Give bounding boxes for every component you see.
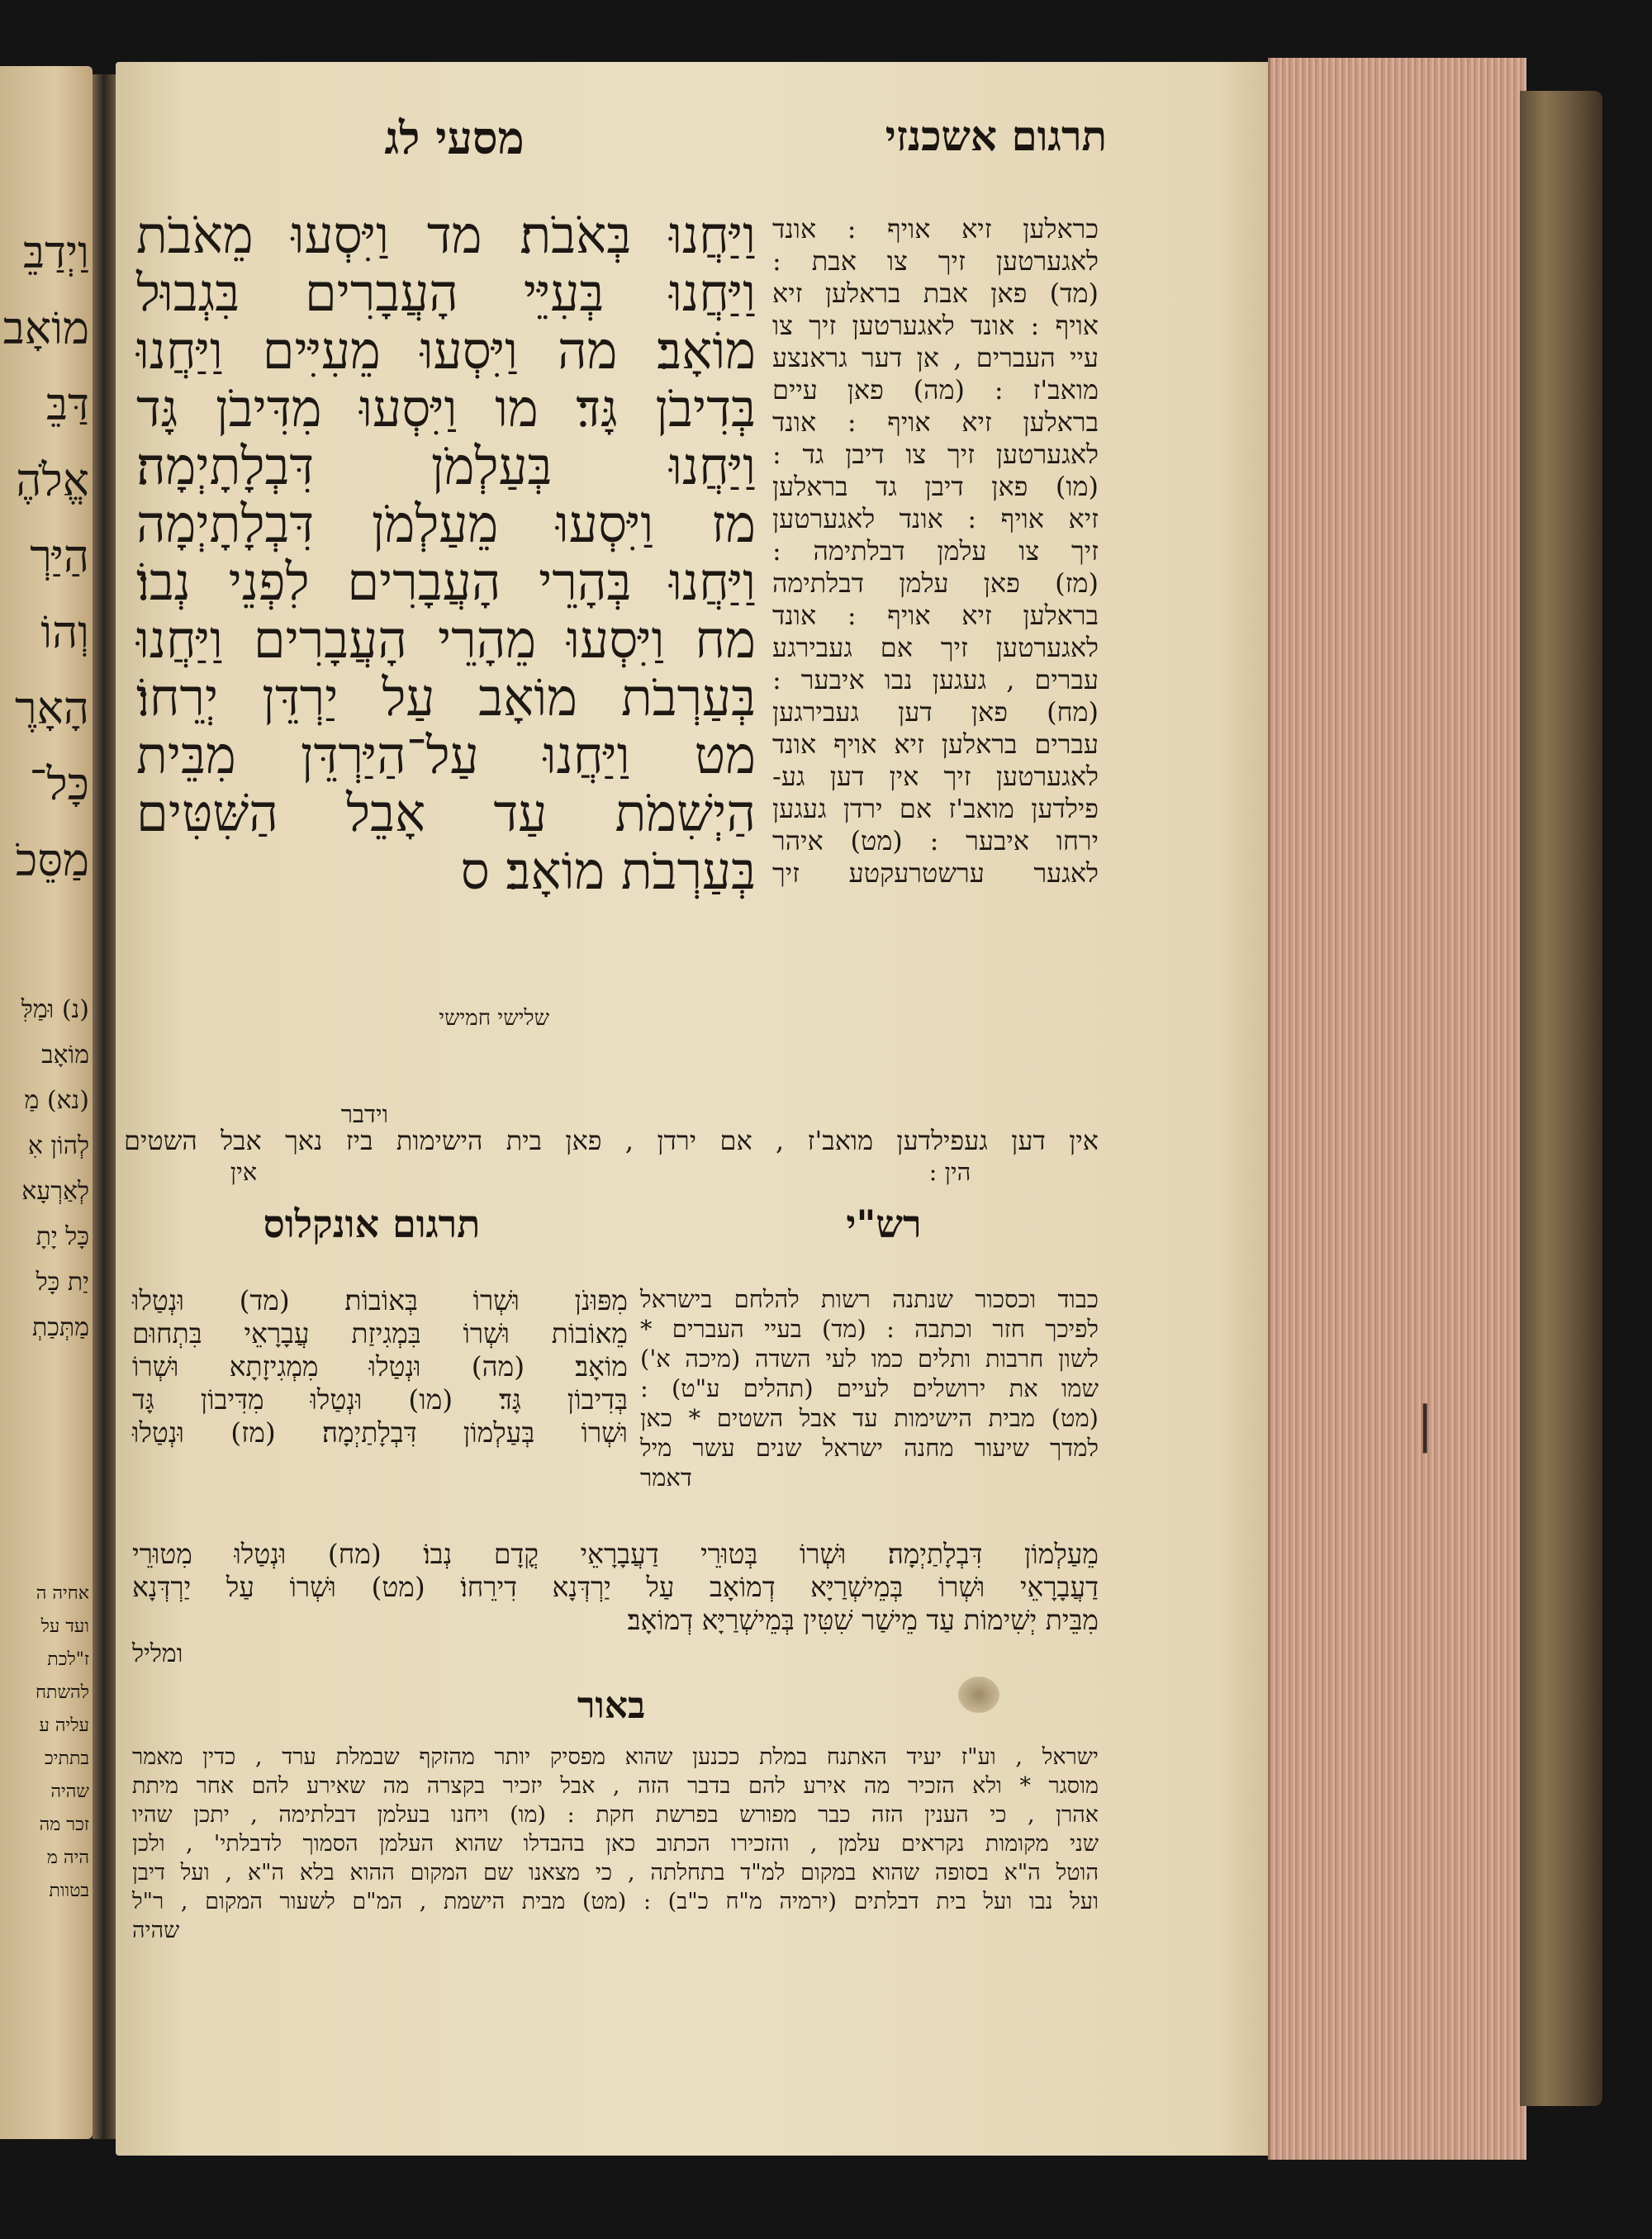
text-line: בראלען זיא אויף : אונד (772, 600, 1099, 631)
text-line: מַסֵּכֹ (15, 834, 89, 886)
text-line: (נ) וּמַלִּ (21, 995, 89, 1024)
text-line: ועד על (40, 1616, 89, 1637)
fore-edge-mark: ❘ (1404, 1396, 1446, 1454)
text-line-text: דאמר (640, 1463, 692, 1492)
torah-text (136, 206, 756, 900)
text-line-last (640, 1463, 1099, 1492)
yiddish-end: הין : (928, 1158, 971, 1186)
rashi-commentary (640, 1284, 1099, 1492)
text-line: לאגערטען זיך צו דיבן גד : (772, 439, 1099, 470)
text-line: כָּל־ (29, 758, 89, 810)
text-line: מֵאוֹבוֹת וּשְׁרוֹ בִּמְגִיזַת עֲבָרָאֵי בִּתְחוּם (132, 1317, 628, 1350)
verse-line: מח וַיִּסְעוּ מֵהָרֵי הָעֲבָרִים וַיַּחֲנוּ (136, 610, 756, 670)
text-line: לְהוֹן אִ (27, 1131, 89, 1160)
text-line: בטוות (49, 1881, 89, 1901)
verse-line: מט וַיַּחֲנוּ עַל־הַיַּרְדֵּן מִבֵּית (136, 725, 756, 785)
text-line: דַּבֵּ (46, 378, 89, 430)
text-line: עברים בראלען זיא אויף אונד (772, 728, 1099, 760)
text-line: יַת כָּל (36, 1268, 89, 1297)
verse-line: וַיַּחֲנוּ בְּהָרֵי הָעֲבָרִים לִפְנֵי נְבוֹ׃ (136, 552, 756, 612)
text-line: לאגערטען זיך צו אבת : (772, 245, 1099, 277)
verse-line: מוֹאָב׃ מה וַיִּסְעוּ מֵעִיִּים וַיַּחֲנוּ (136, 320, 756, 381)
onkelos-heading: תרגום אונקלוס (263, 1202, 481, 1246)
verse-line: מז וַיִּסְעוּ מֵעַלְמֹן דִּבְלָתָיְמָה (136, 494, 756, 554)
text-line: הָאָרֶ (15, 682, 89, 734)
text-line: כָּל יָתָ (36, 1222, 89, 1251)
text-line: להשתח (36, 1682, 89, 1703)
header-left: מסעי לג (384, 111, 525, 164)
text-line: הַיַּרְ (30, 530, 89, 582)
catchword-bottom: אין (230, 1158, 258, 1186)
text-line: (מט) מבית הישימות עד אבל השטים * כאן (640, 1404, 1099, 1432)
text-line: ירחו איבער : (מט) איהר (772, 825, 1099, 856)
text-line: ז"לכת (47, 1649, 89, 1670)
text-line: מוֹאָב׃ (מה) וּנְטַלוּ מִמְגִיזָתָא וּשְׁרוֹ (132, 1350, 628, 1383)
text-line: לְאַרְעָא (21, 1177, 89, 1206)
text-line: (מח) פאן דען געבירגען (772, 696, 1099, 728)
text-line: מֵעַלְמוֹן דִּבְלָתַיְמָה׃ וּשְׁרוֹ בְּטוּרֵי דַעֲבָרָאֵי קֳדָם נְבוֹ׃ (מח) וּנְטַלוּ מִטוּרֵי (132, 1538, 1099, 1570)
text-line: זיך צו עלמן דבלתימה : (772, 535, 1099, 567)
catchword-onkelos: ומליל (132, 1639, 183, 1668)
text-line: מוֹאָב (2, 302, 89, 354)
yiddish-full-line: אין דען געפילדען מואב'ז , אם ירדן , פאן בית הישימות ביז נאך אבל השטים (124, 1125, 1099, 1156)
header-right: תרגום אשכנזי (885, 111, 1107, 160)
text-line: וַיְדַבֵּ (23, 226, 89, 278)
text-line: מִפּוּנֹן וּשְׁרוֹ בְּאוֹבוֹת׃ (מד) וּנְטַלוּ (132, 1284, 628, 1316)
aliyah-marker: שלישי חמישי (439, 1006, 549, 1031)
text-line: מוסגר * ולא הזכיר מה אירע להם בדבר הזה , אבל יזכיר בקצרה מה שאירע להם אחר מיתת (132, 1773, 1099, 1799)
text-line: כראלען זיא אויף : אונד (772, 213, 1099, 244)
book-cover (1520, 91, 1602, 2106)
text-line-text: שהיה (132, 1918, 180, 1943)
text-line: בראלען זיא אויף : אונד (772, 406, 1099, 438)
text-line: היה מ (46, 1848, 89, 1868)
text-line: וְהוֹ (40, 606, 89, 658)
verse-line: וַיַּחֲנוּ בְּעַלְמֹן דִּבְלָתָיְמָה׃ (136, 436, 756, 496)
text-line: עברים , געגען נבו איבער : (772, 664, 1099, 695)
text-line-last (132, 1604, 1099, 1637)
text-line: הוטל ה"א בסופה שהוא במקום למ"ד בתחלתה , כי מצאנו שם המקום ההוא בלא ה"א , ועל דיבן (132, 1860, 1099, 1886)
onkelos-translation (132, 1284, 628, 1449)
text-line: זכר מה (39, 1814, 89, 1835)
text-line: ישראל , וע"ז יעיד האתנח במלת ככנען שהוא מפסיק יותר מהזקף שבמלת ערד , כדין מאמר (132, 1744, 1099, 1770)
text-line: לאגערטען זיך אין דען גע- (772, 761, 1099, 792)
text-line: עיי העברים , אן דער גראנצע (772, 342, 1099, 373)
paper-stain (958, 1677, 999, 1713)
text-line: שמו את ירושלים לעיים (תהלים ע"ט) : (640, 1374, 1099, 1402)
text-line: שהיה (50, 1781, 89, 1802)
facing-page-commentary (36, 1577, 89, 1908)
book-gutter (93, 74, 117, 2139)
facing-page-text (0, 66, 93, 2139)
text-line: וּשְׁרוֹ בְּעַלְמוֹן דִּבְלָתַיְמָה׃ (מז) וּנְטַלוּ (132, 1416, 628, 1449)
verse-line-last (136, 842, 756, 900)
text-line: זיא אויף : אונד לאגערטען (772, 503, 1099, 534)
text-line: אהרן , כי הענין הזה כבר מפורש בפרשת חקת : (מו) ויחנו בעלמן דבלתימה , יתכן שהיו (132, 1802, 1099, 1828)
text-line: כבוד וכסכור שנתנה רשות להלחם בישראל (640, 1285, 1099, 1313)
text-line: מוֹאָב (41, 1041, 89, 1070)
verse-line: בְּעַרְבֹת מוֹאָב עַל יַרְדֵּן יְרֵחוֹ׃ (136, 667, 756, 728)
facing-page-large-text (3, 215, 89, 899)
text-line: (מז) פאן עלמן דבלתימה (772, 567, 1099, 599)
text-line: אויף : אונד לאגערטען זיך צו (772, 310, 1099, 341)
verse-line: וַיַּחֲנוּ בְּעִיֵּי הָעֲבָרִים בִּגְבוּל (136, 263, 756, 323)
text-line: מַתְּכַתְ (31, 1313, 89, 1342)
onkelos-full-width (132, 1538, 1099, 1637)
verse-line-text: בְּעַרְבֹת מוֹאָב׃ ס (460, 841, 756, 901)
text-line: אחיה ה (36, 1583, 89, 1604)
text-line: אֱלֹהֶ (16, 454, 89, 506)
text-line: דַעֲבָרָאֵי וּשְׁרוֹ בְּמֵישְׁרַיָּא דְמוֹאָב עַל יַרְדְּנָא דִירֵחוֹ׃ (מט) וּשְׁרוֹ עַל יַרְדְּנָא (132, 1571, 1099, 1603)
catchword-top: וידבר (340, 1100, 388, 1128)
text-line-last (132, 1916, 1099, 1945)
beur-heading: באור (577, 1685, 646, 1727)
rashi-heading: רש"י (846, 1202, 922, 1246)
text-line: למדך שיעור מחנה ישראל שנים עשר מיל (640, 1434, 1099, 1462)
verse-line: וַיַּחֲנוּ בְּאֹבֹת׃ מד וַיִּסְעוּ מֵאֹבֹת (136, 205, 756, 265)
page-fore-edge (1268, 58, 1526, 2160)
text-line: לשון חרבות ותלים כמו לעי השדה (מיכה א') (640, 1345, 1099, 1373)
text-line-text: מִבֵּית יְשִׁימוֹת עַד מֵישַׁר שִׁטִּין בְּמֵישְׁרַיָּא דְמוֹאָב׃ (627, 1604, 1099, 1636)
verse-line: בְּדִיבֹן גָּד׃ מו וַיִּסְעוּ מִדִּיבֹן גָּד (136, 378, 756, 439)
text-line: לפיכך חזר וכתבה : (מד) בעיי העברים * (640, 1315, 1099, 1343)
text-line: (מו) פאן דיבן גד בראלען (772, 471, 1099, 502)
text-line: לאגער ערשטרעקטע זיך (772, 857, 1099, 889)
beur-commentary (132, 1743, 1099, 1945)
text-line: מואב'ז : (מה) פאן עיים (772, 374, 1099, 406)
text-line: עליה ע (39, 1715, 89, 1736)
yiddish-translation (772, 213, 1099, 889)
text-line: פילדען מואב'ז אם ירדן געגען (772, 793, 1099, 824)
text-line: בתתיכ (45, 1748, 89, 1769)
facing-page-small-text (21, 987, 89, 1350)
verse-line: הַיְשִׁמֹת עַד אָבֵל הַשִּׁטִּים (136, 783, 756, 843)
text-line: (מד) פאן אבת בראלען זיא (772, 278, 1099, 309)
text-line: שני מקומות נקראים עלמן , והזכירו הכתוב כאן בהבדלו שהוא העלמן הסמוך לדבלתי' , ולכן (132, 1831, 1099, 1857)
text-line: (נא) מַ (24, 1086, 89, 1115)
text-line: ועל נבו ועל בית דבלתים (ירמיה מ"ח כ"ב) : (מט) מבית הישמת , המ"ם לשעור המקום , ר"ל (132, 1889, 1099, 1914)
text-line: בְּדִיבוֹן גָּד׃ (מו) וּנְטַלוּ מִדִּיבוֹן גָּד (132, 1383, 628, 1416)
text-line: לאגערטען זיך אם געבירגע (772, 632, 1099, 663)
